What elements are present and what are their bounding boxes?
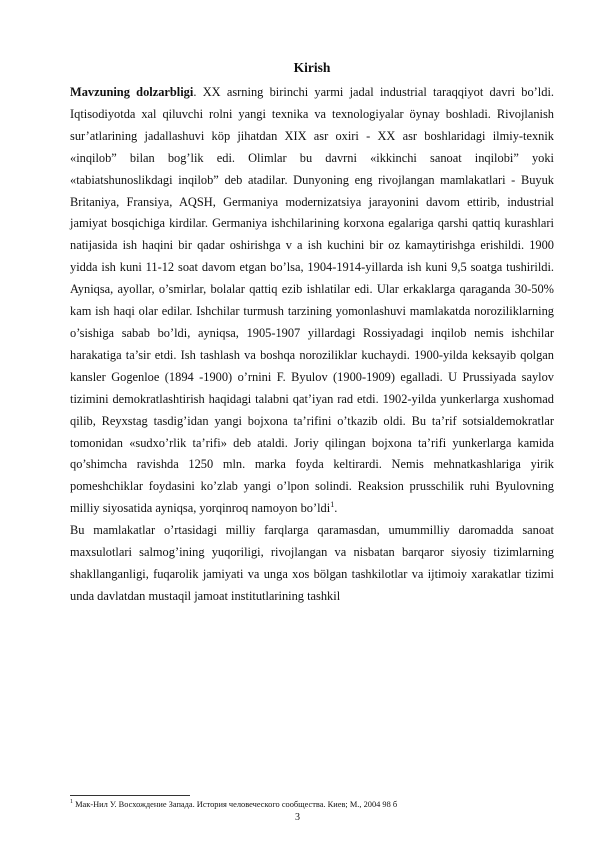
paragraph-second: Bu mamlakatlar o’rtasidagi milliy farqlarga qaramasdan, umummilliy daromadda sanoat maxsulotlari salmog’ining yuqoriligi, rivojlangan va nisbatan barqaror siyosiy tizimlarning shakllanganligi, fuqarolik jamiyati va unga xos bölgan tashkilotlar va ijtimoiy xarakatlar tizimi unda davlatdan mustaqil jamoat institutlarining tashkil — [70, 523, 554, 603]
paragraph-end: . — [334, 501, 338, 516]
paragraph-text: . XX asrning birinchi yarmi jadal industrial taraqqiyot davri bo’ldi. Iqtisodiyotda xal qiluvchi rolni yangi texnika va texnologiyalar öynay boshladi. Rivojlanish sur’atlarining jadallashuvi köp jihatdan XIX asr oxiri - XX asr boshlaridagi ilmiy-texnik «inqilob” bilan bog’lik edi. Olimlar bu davrni «ikkinchi sanoat inqilobi” yoki «tabiatshunoslikdagi inqilob” deb atadilar. Dunyoning eng rivojlangan mamlakatlari - Buyuk Britaniya, Fransiya, AQSH, Germaniya modernizatsiya jarayonini davom ettirib, industrial jamiyat bosqichiga kirdilar. Germaniya ishchilarining korxona egalariga qarshi qattiq kurashlari natijasida ish haqini bir qadar oshirishga v a ish kuchini bir oz kamaytirishga erishildi. 1900 yidda ish kuni 11-12 soat davom etgan bo’lsa, 1904-1914-yillarda ish kuni 9,5 soatga tushirildi. Ayniqsa, ayollar, o’smirlar, bolalar qattiq ezib ishlatilar edi. Ular erkaklarga qaraganda 30-50% kam ish haqi olar edilar. Ishchilar turmush tarzining yomonlashuvi mamlakatda noroziliklarning o’sishiga sabab bo’ldi, ayniqsa, 1905-1907 yillardagi Rossiyadagi inqilob nemis ishchilar harakatiga ta’sir etdi. Ish tashlash va boshqa noroziliklar kuchaydi. 1900-yilda keksayib qolgan kansler Gogenloe (1894 -1900) o’rnini F. Byulov (1900-1909) egalladi. U Prussiyada saylov tizimini demokratlashtirish haqidagi talabni qat’iyan rad etdi. 1902-yilda yunkerlarga xushomad qilib, Reyxstag tasdig’idan yangi bojxona ta’rifini o’tkazib oldi. Bu ta’rif sotsialdemokratlar tomonidan «sudxo’rlik ta’rifi» deb ataldi. Joriy qilingan bojxona ta’rifi yunkerlarga kamida qo’shimcha ravishda 1250 mln. marka foyda keltirardi. Nemis mehnatkashlariga yirik pomeshchiklar foydasini ko’zlab yangi o’lpon solindi. Reaksion prusschilik ruhi Byulovning milliy siyosatida ayniqsa, yorqinroq namoyon bo’ldi — [70, 85, 554, 516]
document-body — [70, 60, 554, 608]
page-number: 3 — [295, 812, 300, 823]
paragraph-relevance — [70, 82, 554, 520]
footnote-divider — [70, 795, 190, 796]
section-heading: Kirish — [293, 60, 331, 75]
footnote-text: Мак-Нил У. Восхождение Запада. История человеческого сообщества. Киев; М., 2004 98 б — [73, 800, 398, 809]
footnote-reference[interactable]: 1 — [330, 500, 335, 510]
footnote-number: 1 — [70, 799, 73, 806]
footnote — [70, 799, 554, 810]
paragraph-lead: Mavzuning dolzarbligi — [70, 85, 194, 99]
